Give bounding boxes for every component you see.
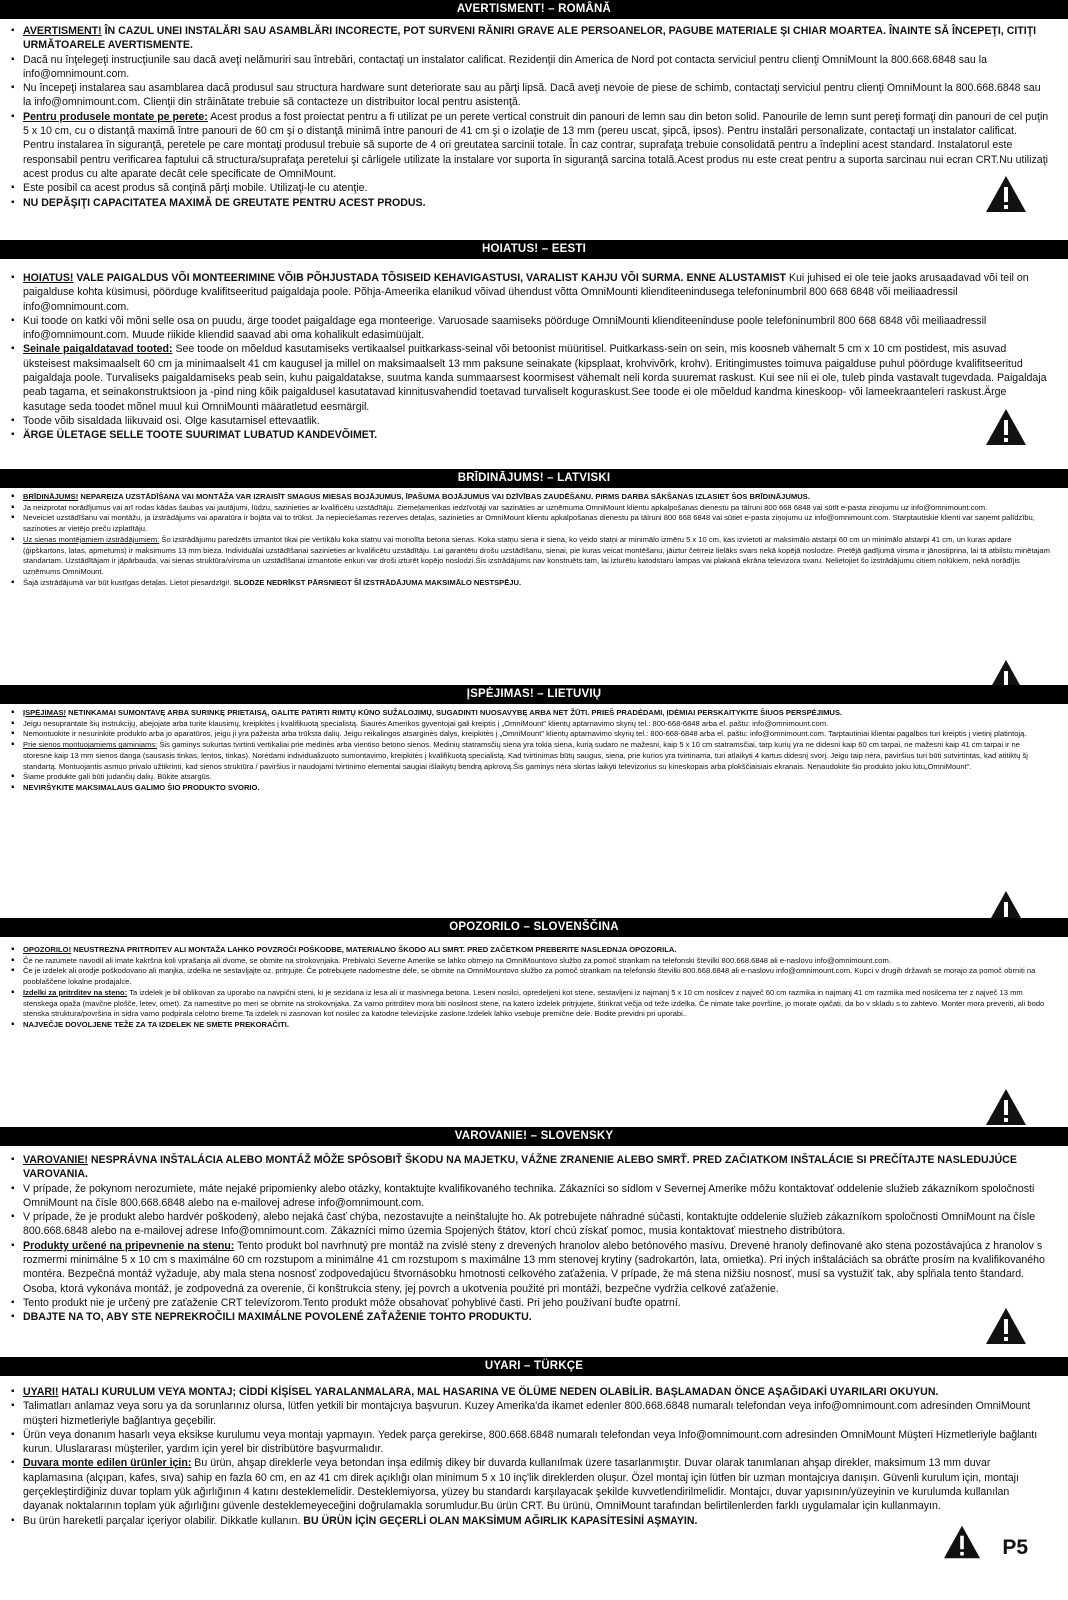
lead-label: Pentru produsele montate pe perete: xyxy=(23,110,208,123)
item-text: Bu ürün, ahşap direklerle veya betondan inşa edilmiş dikey bir duvarda kullanılmak üzere tasarlanmıştır. Duvar olarak tanımlanan ahşap direkler, maksimum 13 mm duvar kaplamasına (alçıpan, kafes, sıva) sahip en fazla 60 cm, en az 41 cm direk açıklığı olan minimum 5 x 10 inç'lik direklerden oluşur. Özel montaj için lütfen bir uzman montajcıya danışın. Güvenli kurulum için, montajı gerçekleştirdiğiniz duvar toplam yük ağırlığının 4 katını desteklemelidir. Desteklemiyorsa, yüzey bu standardı karşılayacak şekilde kuvvetlendirilmelidir. Montajcı, duvar yapısının/yüzeyinin ve kurulumda kullanılan dayanak noktalarının toplam yük ağırlığını güvenle desteklemeyeceğini doğrulamakla sorumludur.Bu ürün CRT. Bu ürünü, OmniMount tarafından belirtilenlerden farklı uygulamalar için kullanmayın. xyxy=(23,1457,1019,1513)
list-item xyxy=(11,578,1051,589)
lead-label: HOIATUS! xyxy=(23,272,74,284)
lead-label: Izdelki za pritrditev na steno: xyxy=(23,987,128,997)
list-item: ▪ Este posibil ca acest produs să conţină părţi mobile. Utilizaţi-le cu atenţie. xyxy=(11,181,1051,195)
list-item xyxy=(11,271,1051,314)
item-text: Šis gaminys sukurtas tvirtinti vertikaliai prie medinės arba vientiso betono sienos. Medinių statramsčių siena yra tokia siena, kurią sudaro ne mažesni, kaip 5 x 10 cm statramsčiai, tarp kurių yra ne didesni kaip 60 cm tarpai, ne mažesni kaip 41 cm tarpai ir ne storesnė kaip 13 mm sienos danga (sausasis tinkas, lentos, tinkas). Norėdami individualizuoto sumontavimo, kreipkitės į kvalifikuotą specialistą. Kad tvirtinimas būtų saugus, siena, prie kurios yra tvirtinama, turi atlaikyti 4 kartus didesnį svorį. Jeigu taip nėra, paviršius turi būti sutvirtintas, kad atitiktų šį standartą. Montuojantis asmuo privalo užtikrinti, kad sienos struktūra / paviršius ir naudojami tvirtinimo elementai saugiai išlaikytų bendrą apkrovą.Šis gaminys nėra skirtas laikyti televizorius su kineskopais arba plokščiaisiais ekranais. Nenaudokite šio produkto jokiu kitu„OmniMount". xyxy=(23,740,1028,771)
section-slovensky xyxy=(0,1127,1068,1325)
item-text: VALE PAIGALDUS VÕI MONTEERIMINE VÕIB PÕHJUSTADA TÕSISEID KEHAVIGASTUSI, VARALIST KAHJU VÕI SURMA. ENNE ALUSTAMIST xyxy=(73,272,786,284)
section-romana xyxy=(0,0,1068,210)
list-item xyxy=(11,1239,1051,1296)
section-header: VAROVANIE! – SLOVENSKY xyxy=(0,1127,1068,1146)
list-item xyxy=(11,740,1051,772)
item-text: NETINKAMAI SUMONTAVĘ ARBA SURINKĘ PRIETAISĄ, GALITE PATIRTI RIMTŲ KŪNO SUŽALOJIMŲ, SUGADINTI NUOSAVYBĘ ARBA NET ŽŪTI. PRIEŠ PRADĖDAMI, ĮDĖMIAI PERSKAITYKITE ŠIUOS PERSPĖJIMUS. xyxy=(66,708,843,717)
list-item xyxy=(11,1153,1051,1182)
item-text: Ta izdelek je bil oblikovan za uporabo na navpični steni, ki je sezidana iz lesa ali iz masivnega betona. Leseni nosilci, opredeljeni kot stene, sestavljeni iz najmanj 5 x 10 cm nosilcev z največ 60 cm razmika in najmanj 41 cm razmika med nosilcema ter z največ 13 mm stenskega opaža (mavčne plošče, letev, omet). Za namestitve po meri se obrnite na strokovnjaka. Za varno pritrditev mora biti nosilnost stene, na katero izdelek pritrjujete, štirikrat večja od teže izdelka. Če nimate take površine, jo morate ojačati, da bo v skladu s to zahtevo. Monter mora preveriti, ali bodo stenska struktura/površina in sidra varno podpirala celotno breme.Ta izdelek ni zasnovan kot nosilec za katodne televizijske zaslone.Izdelek lahko vsebuje premične dele. Bodite previdni pri uporabi.. xyxy=(23,987,1045,1019)
list-item xyxy=(11,492,1051,503)
list-item: ▪ ÄRGE ÜLETAGE SELLE TOOTE SUURIMAT LUBATUD KANDEVÕIMET. xyxy=(11,428,1051,442)
warning-list xyxy=(11,945,1051,1031)
item-text: NEPAREIZA UZSTĀDĪŠANA VAI MONTĀŽA VAR IZRAISĪT SMAGUS MIESAS BOJĀJUMUS, ĪPAŠUMA BOJĀJUMUS VAI DZĪVĪBAS ZAUDĒŠANU. PIRMS DARBA SĀKŠANAS IZLASIET ŠOS BRĪDINĀJUMUS. xyxy=(78,492,810,501)
list-item: ▪ Šiame produkte gali būti judančių dalių. Būkite atsargūs. xyxy=(11,772,1051,783)
item-text: Tento produkt bol navrhnutý pre montáž na zvislé steny z drevených hranolov alebo betónového masívu. Drevené hranoly definované ako stena pozostávajúca z hranolov s rozmermi minimálne 5 x 10 cm s maximálne 60 cm rozstupom a minimálne 41 cm rozstupom s maximálne 13 mm stenovej krytiny (sadrokartón, lata, omietka). Pri iných inštaláciách sa obráťte prosím na kvalifikovaného montéra. Bezpečná montáž vyžaduje, aby mala stena nosnosť zodpovedajúcu štvornásobku hmotnosti celkového zaťaženia. V prípade, že má stena nižšiu nosnosť, musí sa vystužiť tak, aby spĺňala tento štandard. Osoba, ktorá vykonáva montáž, je zodpovedná za overenie, či konštrukcia steny, jej povrch a ukotvenia použité pri montáži, bezpečne vydržia celkové zaťaženie. xyxy=(23,1239,1045,1295)
warning-list xyxy=(11,271,1051,443)
warning-list xyxy=(11,492,1051,588)
list-item: ▪ Ja neizprotat norādījumus vai arī rodas kādas šaubas vai jautājumi, lūdzu, sazinieties ar kvalificētu uzstādītāju. Ziemeļamerikas iedzīvotāji var sazināties ar uzņēmuma OmniMount klientu apkalpošanas dienestu pa tālruni 800 668 6848 vai sūtīt e-pasta ziņojumu uz info@omnimount.com. xyxy=(11,503,1051,514)
item-text: Acest produs a fost proiectat pentru a fi utilizat pe un perete vertical construit din panouri de lemn sau din beton solid. Panourile de lemn sunt pereţi formaţi din panouri de cel puţin 5 x 10 cm, cu o distanţă maximă între panouri de 60 cm şi o distanţă minimă între panouri de 41 cm şi o izolaţie de 13 mm (pereu uscat, şipcă, ipsos). Pentru instalări personalizate, contactaţi un instalator calificat. Pentru instalarea în siguranţă, peretele pe care montaţi produsul trebuie să suporte de 4 ori greutatea sarcinii totale. În caz contrar, suprafaţa trebuie consolidată pentru a îndeplini acest standard. Instalatorul este responsabil pentru verificarea faptului că structura/suprafaţa peretelui şi cârligele utilizate la instalare vor suporta în siguranţă sarcina totală.Acest produs nu este creat pentru a suporta sarcinau nui ecran CRT.Nu utilizaţi acest produs cu alte aparate decât cele specificate de OmniMount. xyxy=(23,110,1049,180)
lead-label: AVERTISMENT! xyxy=(23,25,102,37)
item-text: Šajā izstrādājumā var būt kustīgas detaļas. Lietot piesardzīgi!. xyxy=(23,577,232,587)
list-item: ▪ Če je izdelek ali orodje poškodovano ali manjka, izdelka ne sestavljajte oz. pritrjujte. Če potrebujete nadomestne dele, se obrnite na OmniMountovo službo za pomoč strankam na telefonski številki 800.668.6848 ali e-naslovu info@omnimount.com. Kupci v drugih državah se morajo za pomoč obrniti na pooblaščene lokalne prodajalce. xyxy=(11,966,1051,987)
list-item: ▪ Dacă nu înţelegeţi instrucţiunile sau dacă aveţi nelămuriri sau întrebări, contactaţi un instalator calificat. Rezidenţii din America de Nord pot contacta serviciul pentru clienţi OmniMount la 800.668.6848 sau la info@omnimount.com. xyxy=(11,53,1051,82)
list-item xyxy=(11,1385,1051,1399)
section-latviski xyxy=(0,469,1068,588)
list-item: ▪ Kui toode on katki või mõni selle osa on puudu, ärge toodet paigaldage ega monteerige. Varuosade saamiseks pöörduge OmniMounti klienditeeninduse poole telefoninumbril 800 668 6848 või meiliaadressil info@omnimount.com. Muude riikide kliendid saavad abi oma kohalikult edasimüüjalt. xyxy=(11,314,1051,343)
item-text: Šo izstrādājumu paredzēts izmantot tikai pie vertikālu koka statņu vai monolīta betona sienas. Koka statņu siena ir siena, ko veido statņi ar minimālo izmēru 5 x 10 cm, kas izvietoti ar maksimālo atstarpi 60 cm un minimālo atstarpi 41 cm, un kuras apdare (ģipškartons, latas, apmetums) ir maksimums 13 mm bieza. Individuālai uzstādīšanai sazinieties ar kvalificētu uzstādītāju. Lai garantētu drošu uzstādīšanu, sienai, pie kuras veicat montēšanu, jāiztur četrreiz lielāks svars nekā kopējā noslodze. Pretējā gadījumā virsma ir jānostiprina, lai tā atbilstu minētajam standartam. Uzstādītājam ir jāpārbauda, vai sienas struktūra/virsma un uzstādīšanai izmantotie enkuri var droši izturēt kopējo noslodzi.Šis izstrādājums nav konstruēts tam, lai izturētu katodstaru lampas vai plakanā ekrāna televizora svaru. Nelietojiet šo izstrādājumu citiem nolūkiem, nekā norādījis uzņēmums OmniMount. xyxy=(23,534,1050,576)
lead-label: VAROVANIE! xyxy=(23,1154,88,1166)
section-header: OPOZORILO – SLOVENŠČINA xyxy=(0,918,1068,937)
warning-triangle-icon xyxy=(984,1306,1028,1346)
list-item: ▪ Neveiciet uzstādīšanu vai montāžu, ja izstrādājums vai aparatūra ir bojāta vai to trūkst. Ja nepieciešamas rezerves detaļas, sazinieties ar OmniMount klientu apkalpošanas dienestu pa tālruni 800 668 6848 vai sūtiet e-pasta ziņojumu uz info@omnimount.com. Starptautiskie klienti var saņemt palīdzību, sazinoties ar vietējo preču izplatītāju. xyxy=(11,513,1051,534)
section-turkce xyxy=(0,1357,1068,1528)
list-item xyxy=(11,945,1051,956)
section-header: AVERTISMENT! – ROMÂNĂ xyxy=(0,0,1068,19)
section-header: HOIATUS! – EESTI xyxy=(0,240,1068,259)
section-lietuviu xyxy=(0,685,1068,794)
list-item: ▪ Jeigu nesuprantate šių instrukcijų, abejojate arba turite klausimų, kreipkitės į kvalifikuotą specialistą. Šiaurės Amerikos gyventojai gali kreiptis į „OmniMount" klientų aptarnavimo skyrių tel.: 800-668-6848 arba el. paštu: info@omnimount.com. xyxy=(11,719,1051,730)
list-item xyxy=(11,24,1051,53)
list-item: ▪ V prípade, že pokynom nerozumiete, máte nejaké pripomienky alebo otázky, kontaktujte kvalifikovaného technika. Zákazníci so sídlom v Severnej Amerike môžu kontaktovať oddelenie služieb zákazníkom spoločnosti OmniMount na čísle 800.668.6848 alebo na e-mailovej adrese info@omnimount.com. xyxy=(11,1182,1051,1211)
section-header: ĮSPĖJIMAS! – LIETUVIŲ xyxy=(0,685,1068,704)
section-header: UYARI – TÜRKÇE xyxy=(0,1357,1068,1376)
warning-list xyxy=(11,708,1051,794)
warning-triangle-icon xyxy=(984,407,1028,447)
list-item xyxy=(11,988,1051,1020)
lead-label: UYARI! xyxy=(23,1386,59,1398)
list-item: ▪ NEVIRŠYKITE MAKSIMALAUS GALIMO ŠIO PRODUKTO SVORIO. xyxy=(11,783,1051,794)
lead-label: Produkty určené na pripevnenie na stenu: xyxy=(23,1239,235,1252)
lead-label: ĮSPĖJIMAS! xyxy=(23,708,67,717)
item-text: See toode on mõeldud kasutamiseks vertikaalsel puitkarkass-seinal või betoonist müüritisel. Puitkarkass-sein on sein, mis koosneb vähemalt 5 cm x 10 cm postidest, mis asuvad üksteisest maksimaalselt 60 cm ja minimaalselt 41 cm kaugusel ja millel on maksimaalselt 13 mm paksune seinakate (kipsplaat, krohvivõrk, krohv). Eritingimustes toimuva paigalduse puhul pöörduge kvalifitseeritud paigaldaja poole. Turvaliseks paigaldamiseks peab sein, kuhu paigaldatakse, suutma kanda summaarsest koormisest vähemalt neli korda suuremat raskust. Kui see nii ei ole, tuleb pinda vastavalt tugevdada. Paigaldaja peab tagama, et seinakonstruktsioon ja -pind ning kõik paigaldusel kasutatavad kinnitusvahendid toetavad turvaliselt koguraskust.See toode ei ole mõeldud kandma kineskoop- või lameekraanteleri raskust.Ärge kasutage seda toodet mõnel muul kui OmniMounti määratletud eesmärgil. xyxy=(23,343,1047,413)
warning-list xyxy=(11,1385,1051,1528)
warning-triangle-icon xyxy=(984,1087,1028,1127)
list-item xyxy=(11,535,1051,578)
list-item: ▪ NAJVEČJE DOVOLJENE TEŽE ZA TA IZDELEK NE SMETE PREKORAČITI. xyxy=(11,1020,1051,1031)
item-text-tail: Kui juhised ei ole teie jaoks arusaadavad või teil on paigalduse kohta küsimusi, pöörduge kvalifitseeritud paigaldaja poole. Põhja-Ameerika elanikud võivad ühendust võtta OmniMounti klienditeenindusega telefoninumbril 800 668 6848 või meiliaadressil info@omnimount.com. xyxy=(23,272,1029,313)
lead-label: Duvara monte edilen ürünler için: xyxy=(23,1457,192,1470)
list-item xyxy=(11,342,1051,413)
list-item xyxy=(11,1456,1051,1513)
list-item: ▪ Nemontuokite ir nesurinkite produkto arba jo aparatūros, jeigu ji yra pažeista arba trūksta dalių. Jeigu reikalingos atsarginės dalys, kreipkitės į „OmniMount" klientų aptarnavimo skyrių tel.: 800-668-6848 arba el. paštu: info@omnimount.com. Tarptautiniai klientai pagalbos turi kreiptis į vietinį platintoją. xyxy=(11,729,1051,740)
section-header: BRĪDINĀJUMS! – LATVISKI xyxy=(0,469,1068,488)
lead-label: OPOZORILO! xyxy=(23,945,72,954)
list-item xyxy=(11,1514,1051,1528)
item-text-bold: BU ÜRÜN İÇİN GEÇERLİ OLAN MAKSİMUM AĞIRLIK KAPASİTESİNİ AŞMAYIN. xyxy=(300,1514,698,1527)
lead-label: BRĪDINĀJUMS! xyxy=(23,492,79,501)
item-text-bold: SLODZE NEDRĪKST PĀRSNIEGT ŠĪ IZSTRĀDĀJUMA MAKSIMĀLO NESTSPĒJU. xyxy=(231,577,522,587)
list-item: ▪ NU DEPĂŞIŢI CAPACITATEA MAXIMĂ DE GREUTATE PENTRU ACEST PRODUS. xyxy=(11,196,1051,210)
section-slovenscina xyxy=(0,918,1068,1031)
warning-triangle-icon xyxy=(984,174,1028,214)
item-text: Bu ürün hareketli parçalar içeriyor olabilir. Dikkatle kullanın. xyxy=(23,1514,301,1527)
list-item: ▪ Talimatları anlamaz veya soru ya da sorunlarınız olursa, lütfen yetkili bir montajcıya başvurun. Kuzey Amerika'da ikamet edenler 800.668.6848 numaralı telefondan veya info@omnimount.com adresinden OmniMount müşteri hizmetleriyle bağlantıya geçebilir. xyxy=(11,1399,1051,1428)
warning-list xyxy=(11,1153,1051,1325)
section-eesti xyxy=(0,240,1068,443)
warning-list xyxy=(11,24,1051,210)
list-item xyxy=(11,110,1051,181)
item-text: HATALI KURULUM VEYA MONTAJ; CİDDİ KİŞİSEL YARALANMALARA, MAL HASARINA VE ÖLÜME NEDEN OLABİLİR. BAŞLAMADAN ÖNCE AŞAĞIDAKİ UYARILARI OKUYUN. xyxy=(58,1386,939,1398)
item-text: ÎN CAZUL UNEI INSTALĂRI SAU ASAMBLĂRI INCORECTE, POT SURVENI RĂNIRI GRAVE ALE PERSOANELOR, PAGUBE MATERIALE ŞI CHIAR MOARTEA. ÎNAINTE SĂ ÎNCEPEŢI, CITIŢI URMĂTOARELE AVERTISMENTE. xyxy=(23,25,1037,52)
list-item: ▪ Toode võib sisaldada liikuvaid osi. Olge kasutamisel ettevaatlik. xyxy=(11,414,1051,428)
list-item: ▪ Nu începeţi instalarea sau asamblarea dacă produsul sau structura hardware sunt deteriorate sau au părţi lipsă. Dacă aveţi nevoie de piese de schimb, contactaţi serviciul pentru clienţi OmniMount la 800.668.6848 sau la info@omnimount.com. Clienţii din străinătate trebuie să contacteze un distribuitor local pentru asistenţă. xyxy=(11,81,1051,110)
item-text: NEUSTREZNA PRITRDITEV ALI MONTAŽA LAHKO POVZROČI POŠKODBE, MATERIALNO ŠKODO ALI SMRT. PRED ZAČETKOM PREBERITE NASLEDNJA OPOZORILA. xyxy=(71,945,677,954)
list-item: ▪ Ürün veya donanım hasarlı veya eksikse kurulumu veya montajı yapmayın. Yedek parça gerekirse, 800.668.6848 numaralı telefondan veya Info@omnimount.com adresinden OmniMount Müşteri Hizmetleriyle bağlantı kurun. Uluslararası müşteriler, yardım için yerel bir distribütöre başvurmalıdır. xyxy=(11,1428,1051,1457)
list-item xyxy=(11,708,1051,719)
list-item: ▪ Če ne razumete navodil ali imate kakršna koli vprašanja ali dvome, se obrnite na strokovnjaka. Prebivalci Severne Amerike se lahko obrnejo na OmniMountovo službo za pomoč strankam na telefonski številki 800.668.6848 ali e-naslovu info@omnimount.com. xyxy=(11,956,1051,967)
warning-triangle-icon xyxy=(942,1524,982,1560)
list-item: ▪ Tento produkt nie je určený pre zaťaženie CRT televízorom.Tento produkt môže obsahovať pohyblivé časti. Pri jeho používaní buďte opatrní. xyxy=(11,1296,1051,1310)
lead-label: Seinale paigaldatavad tooted: xyxy=(23,343,173,356)
lead-label: Uz sienas montējamiem izstrādājumiem: xyxy=(23,534,160,544)
list-item: ▪ V prípade, že je produkt alebo hardvér poškodený, alebo nejaká časť chýba, nezostavujte a neinštalujte ho. Ak potrebujete náhradné súčasti, kontaktujte oddelenie služieb zákazníkom spoločnosti OmniMount na čísle 800.668.6848 alebo na e-mailovej adrese Info@omnimount.com. Zákazníci mimo územia Spojených štátov, ktorí chcú získať pomoc, musia kontaktovať miestneho distribútora. xyxy=(11,1210,1051,1239)
lead-label: Prie sienos montuojamiems gaminiams: xyxy=(23,740,158,750)
item-text: NESPRÁVNA INŠTALÁCIA ALEBO MONTÁŽ MÔŽE SPÔSOBIŤ ŠKODU NA MAJETKU, VÁŽNE ZRANENIE ALEBO SMRŤ. PRED ZAČIATKOM INŠTALÁCIE SI PREČÍTAJTE NASLEDUJÚCE VAROVANIA. xyxy=(23,1154,1017,1181)
list-item: ▪ DBAJTE NA TO, ABY STE NEPREKROČILI MAXIMÁLNE POVOLENÉ ZAŤAŽENIE TOHTO PRODUKTU. xyxy=(11,1310,1051,1324)
page-number: P5 xyxy=(1002,1536,1028,1559)
